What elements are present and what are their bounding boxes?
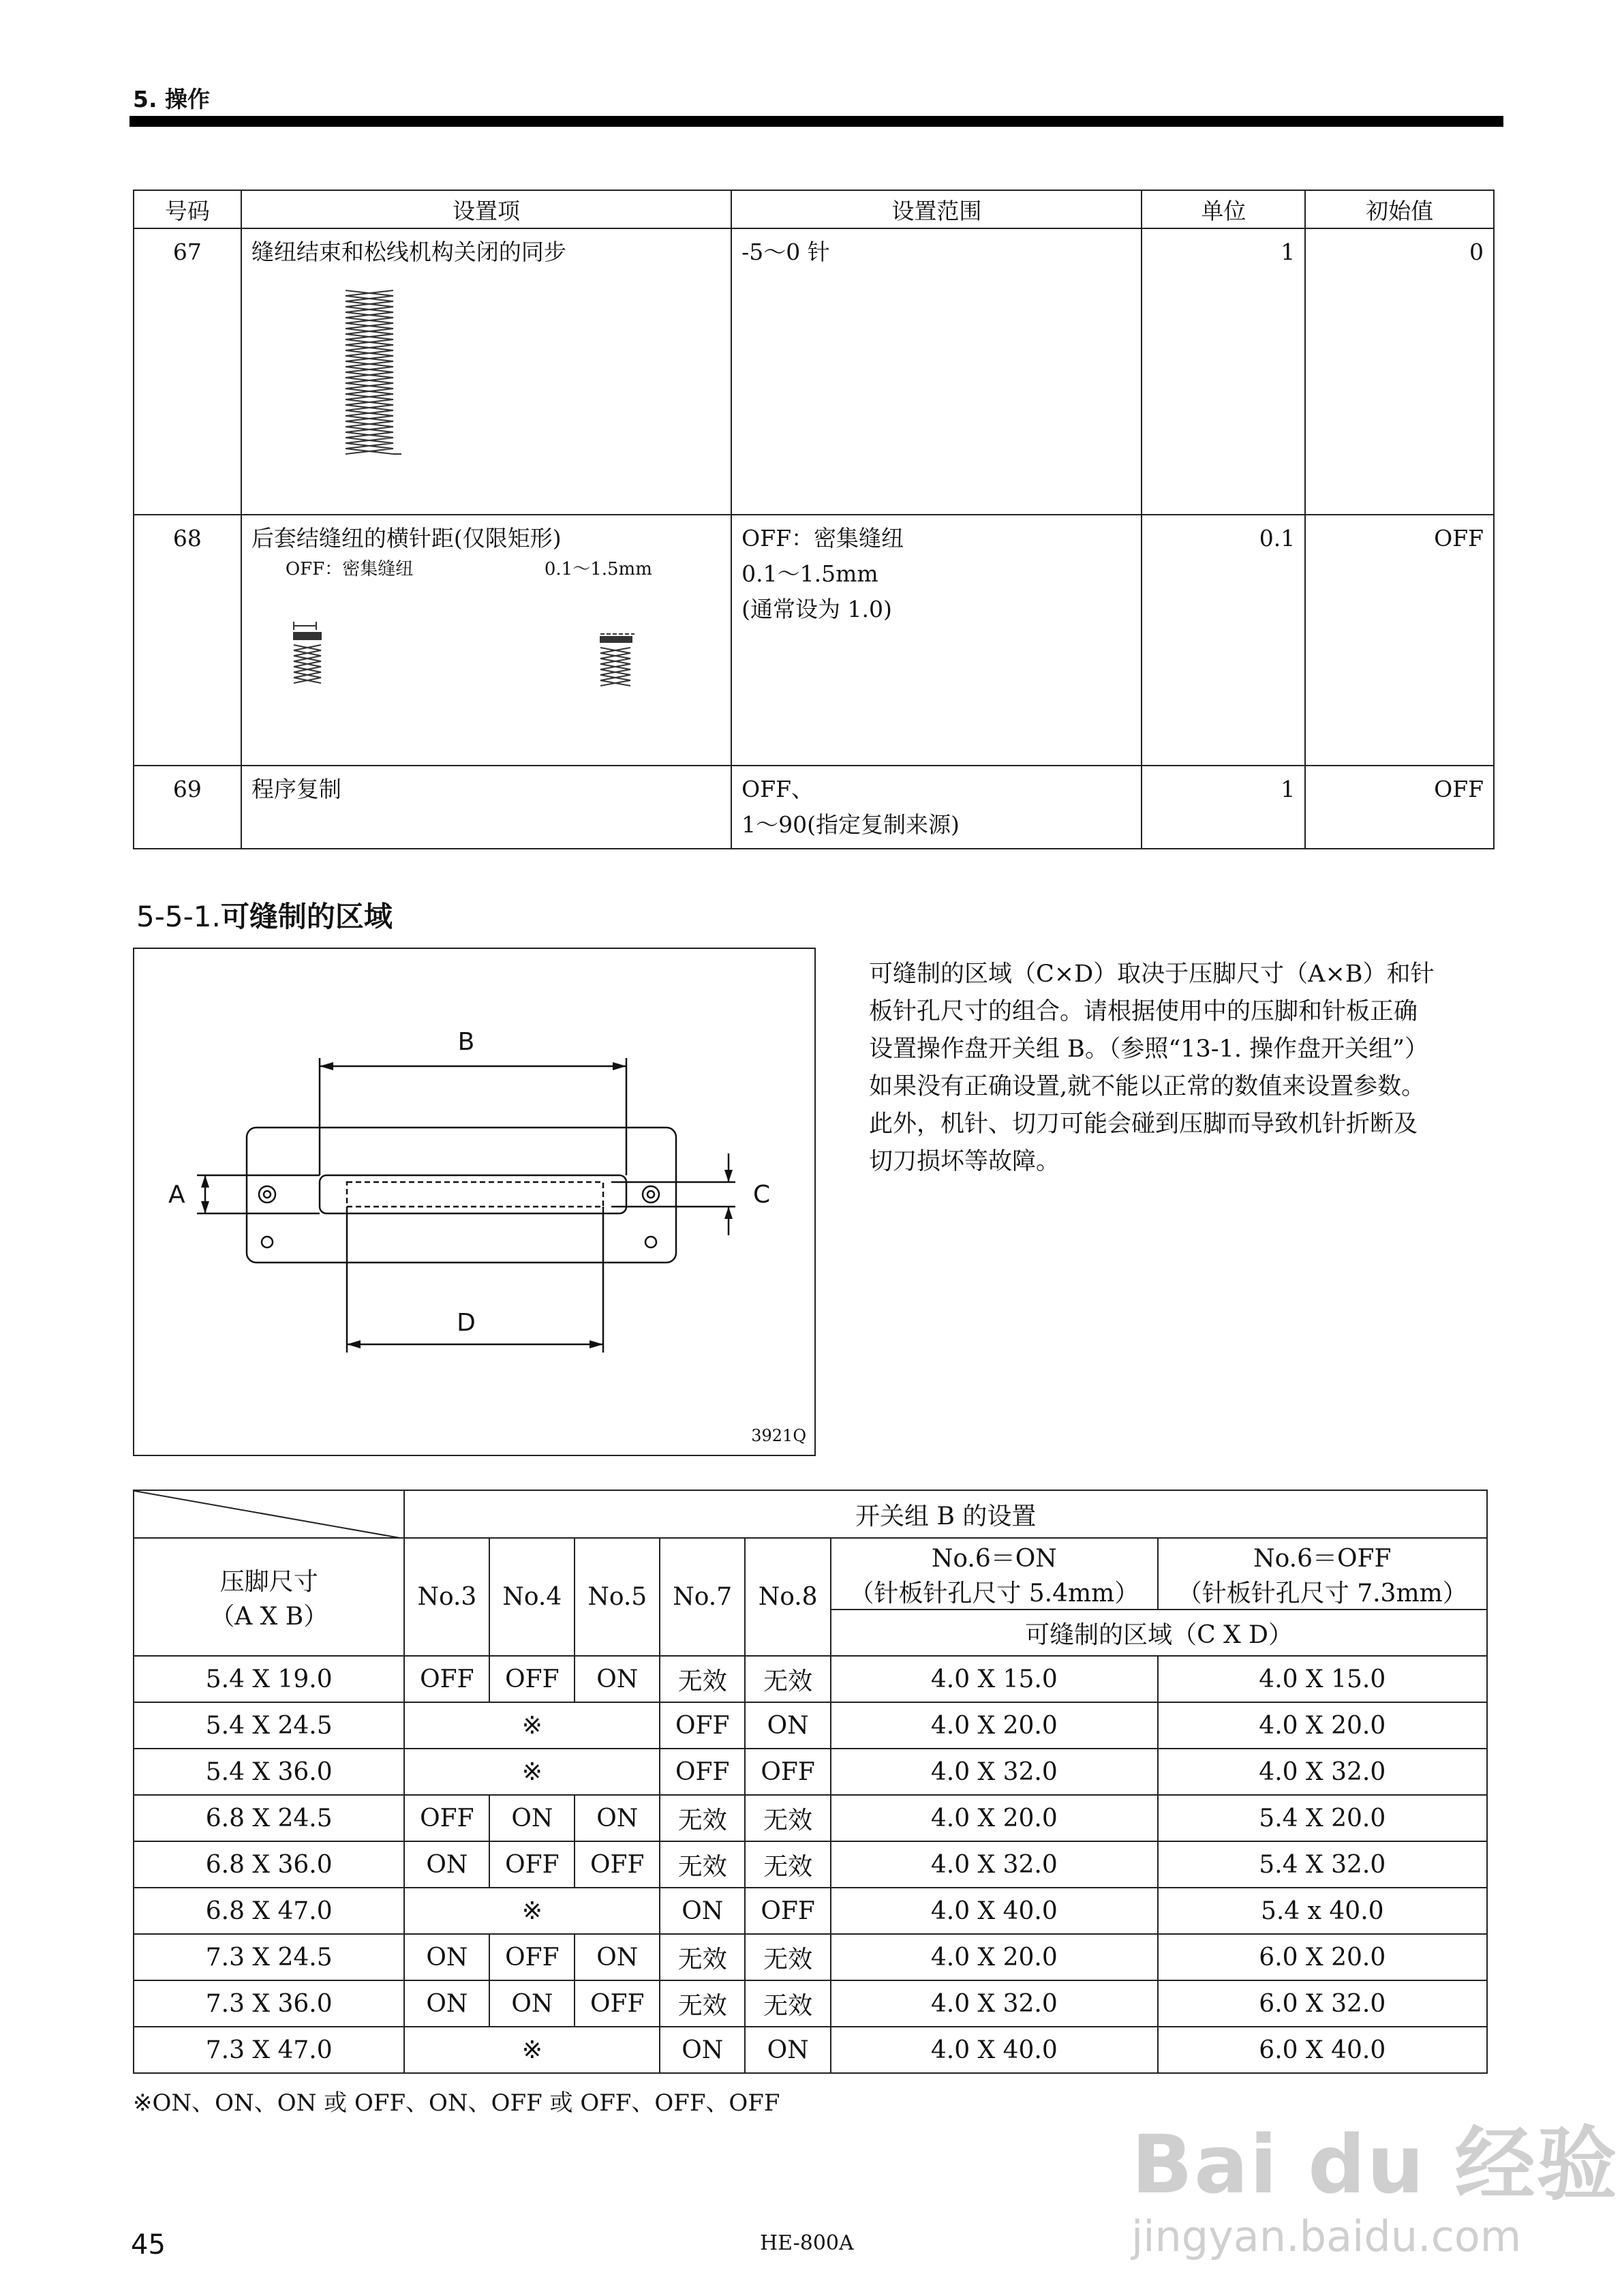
col-header-item: 设置项 [241, 190, 731, 228]
switch-value: ON [404, 1934, 489, 1980]
switch-header: No.5 [575, 1538, 660, 1656]
combination-mark: ※ [404, 1749, 660, 1795]
switch-value: OFF [660, 1702, 745, 1749]
switch-value: 无效 [745, 1980, 831, 2027]
switch-value: ON [575, 1795, 660, 1841]
table-row [134, 1934, 1487, 1980]
section-number: 5-5-1. [136, 900, 221, 933]
no6-off-line: （针板针孔尺寸 7.3mm） [1177, 1579, 1467, 1607]
area-off: 4.0 X 20.0 [1158, 1702, 1487, 1749]
col-header-number: 号码 [134, 190, 241, 228]
switch-value: OFF [745, 1749, 831, 1795]
bartack-pitch-diagram [251, 556, 721, 713]
row-item [241, 515, 731, 766]
row-range [731, 228, 1142, 515]
area-on: 4.0 X 15.0 [831, 1656, 1157, 1702]
section-title [136, 894, 393, 935]
combination-mark: ※ [404, 1702, 660, 1749]
table-row [134, 1749, 1487, 1795]
switch-value: ON [575, 1656, 660, 1702]
area-off: 6.0 X 40.0 [1158, 2027, 1487, 2073]
switch-value: 无效 [660, 1841, 745, 1888]
presser-foot-diagram [134, 949, 814, 1455]
row-unit: 1 [1142, 228, 1305, 515]
range-line: OFF：密集缝纽 [741, 525, 904, 552]
setting-name: 后套结缝纽的横针距(仅限矩形) [251, 525, 562, 552]
presser-size: 5.4 X 36.0 [134, 1749, 404, 1795]
area-off: 5.4 X 20.0 [1158, 1795, 1487, 1841]
table-header-row [134, 190, 1494, 228]
area-header: 可缝制的区域（C X D） [831, 1610, 1487, 1656]
row-number: 68 [134, 515, 241, 766]
presser-size: 5.4 X 24.5 [134, 1702, 404, 1749]
switch-value: ON [660, 2027, 745, 2073]
area-on: 4.0 X 40.0 [831, 2027, 1157, 2073]
switch-value: 无效 [745, 1841, 831, 1888]
group-header: 开关组 B 的设置 [404, 1490, 1487, 1538]
switch-value: OFF [404, 1656, 489, 1702]
switch-header: No.4 [489, 1538, 575, 1656]
col-header-unit: 单位 [1142, 190, 1305, 228]
section-header: 5. 操作 [133, 86, 210, 112]
row-range [731, 766, 1142, 849]
switch-value: 无效 [660, 1795, 745, 1841]
range-line: 1～90(指定复制来源) [741, 811, 960, 838]
no6-off-header [1158, 1538, 1487, 1610]
switch-value: 无效 [660, 1656, 745, 1702]
switch-value: ON [745, 2027, 831, 2073]
col-header-default: 初始值 [1305, 190, 1494, 228]
switch-value: 无效 [660, 1980, 745, 2027]
switch-value: OFF [575, 1980, 660, 2027]
area-off: 4.0 X 15.0 [1158, 1656, 1487, 1702]
area-off: 5.4 x 40.0 [1158, 1888, 1487, 1934]
area-on: 4.0 X 20.0 [831, 1795, 1157, 1841]
switch-value: OFF [489, 1656, 575, 1702]
table-row [134, 2027, 1487, 2073]
combination-mark: ※ [404, 2027, 660, 2073]
area-on: 4.0 X 32.0 [831, 1749, 1157, 1795]
switch-value: 无效 [745, 1795, 831, 1841]
area-off: 5.4 X 32.0 [1158, 1841, 1487, 1888]
switch-value: ON [660, 1888, 745, 1934]
stitch-icons [251, 590, 729, 713]
table-row [134, 1795, 1487, 1841]
presser-size: 7.3 X 24.5 [134, 1934, 404, 1980]
description-line: 板针孔尺寸的组合。请根据使用中的压脚和针板正确 [869, 998, 1418, 1025]
description-line: 设置操作盘开关组 B。（参照“13-1. 操作盘开关组”） [869, 1036, 1429, 1063]
table-row [134, 766, 1494, 849]
switch-value: ON [489, 1795, 575, 1841]
presser-size: 6.8 X 24.5 [134, 1795, 404, 1841]
dense-label: OFF：密集缝纽 [285, 559, 414, 579]
diagonal-line [134, 1491, 403, 1539]
row-number: 67 [134, 228, 241, 515]
description-line: 此外，机针、切刀可能会碰到压脚而导致机针折断及 [869, 1111, 1418, 1138]
switch-header: No.8 [745, 1538, 831, 1656]
col-header-range: 设置范围 [731, 190, 1142, 228]
row-unit: 0.1 [1142, 515, 1305, 766]
table-header-row [134, 1538, 1487, 1610]
label-d: D [457, 1309, 476, 1337]
header-rule [129, 116, 1503, 127]
zigzag-stitch-diagram [251, 284, 401, 481]
switch-header: No.7 [660, 1538, 745, 1656]
description-paragraph [869, 956, 1510, 1181]
switch-value: OFF [575, 1841, 660, 1888]
range-line: OFF、 [741, 776, 814, 802]
switch-value: OFF [745, 1888, 831, 1934]
presser-size-header [134, 1538, 404, 1656]
switch-header: No.3 [404, 1538, 489, 1656]
presser-size: 6.8 X 47.0 [134, 1888, 404, 1934]
no6-on-line: No.6＝ON [931, 1544, 1057, 1573]
switch-value: OFF [489, 1934, 575, 1980]
presser-size: 6.8 X 36.0 [134, 1841, 404, 1888]
description-line: 如果没有正确设置,就不能以正常的数值来设置参数。 [869, 1073, 1426, 1100]
settings-table [133, 190, 1495, 849]
presser-header-line: （A X B） [210, 1602, 328, 1631]
presser-header-line: 压脚尺寸 [219, 1567, 318, 1596]
model-name: HE-800A [760, 2231, 854, 2255]
switch-value: 无效 [745, 1656, 831, 1702]
watermark-logo: Bai du 经验 [1131, 2117, 1619, 2211]
area-off: 4.0 X 32.0 [1158, 1749, 1487, 1795]
switch-value: OFF [489, 1841, 575, 1888]
label-b: B [457, 1028, 475, 1056]
switch-value: ON [575, 1934, 660, 1980]
label-c: C [753, 1181, 771, 1209]
switch-value: ON [404, 1841, 489, 1888]
table-row [134, 1888, 1487, 1934]
description-line: 切刀损坏等故障。 [869, 1148, 1060, 1175]
baidu-watermark [1131, 2100, 1619, 2261]
switch-value: OFF [660, 1749, 745, 1795]
switch-value: 无效 [745, 1934, 831, 1980]
row-number: 69 [134, 766, 241, 849]
section-title-text: 可缝制的区域 [220, 900, 393, 933]
no6-on-line: （针板针孔尺寸 5.4mm） [849, 1579, 1139, 1607]
range-line: 0.1～1.5mm [741, 560, 878, 587]
table-row [134, 228, 1494, 515]
footnote: ※ON、ON、ON 或 OFF、ON、OFF 或 OFF、OFF、OFF [133, 2089, 780, 2117]
label-a: A [168, 1181, 185, 1209]
table-row [134, 1841, 1487, 1888]
range-line: (通常设为 1.0) [741, 596, 892, 622]
page-number: 45 [131, 2229, 166, 2261]
area-on: 4.0 X 32.0 [831, 1841, 1157, 1888]
presser-size: 5.4 X 19.0 [134, 1656, 404, 1702]
row-default: OFF [1305, 766, 1494, 849]
switch-setting-table [133, 1490, 1488, 2074]
row-default: OFF [1305, 515, 1494, 766]
area-on: 4.0 X 32.0 [831, 1980, 1157, 2027]
switch-value: ON [745, 1702, 831, 1749]
area-off: 6.0 X 32.0 [1158, 1980, 1487, 2027]
sewing-area-figure [133, 948, 816, 1456]
diagonal-header-cell [134, 1490, 404, 1538]
range-line: -5～0 针 [741, 239, 830, 265]
row-default: 0 [1305, 228, 1494, 515]
row-item [241, 228, 731, 515]
setting-name: 缝纽结束和松线机构关闭的同步 [251, 239, 566, 265]
pitch-label: 0.1～1.5mm [544, 559, 652, 579]
table-row [134, 1980, 1487, 2027]
no6-on-header [831, 1538, 1157, 1610]
combination-mark: ※ [404, 1888, 660, 1934]
row-unit: 1 [1142, 766, 1305, 849]
switch-value: ON [404, 1980, 489, 2027]
area-on: 4.0 X 20.0 [831, 1702, 1157, 1749]
switch-value: 无效 [660, 1934, 745, 1980]
figure-code: 3921Q [751, 1426, 806, 1445]
table-row [134, 1702, 1487, 1749]
description-line: 可缝制的区域（C×D）取决于压脚尺寸（A×B）和针 [869, 961, 1435, 988]
area-off: 6.0 X 20.0 [1158, 1934, 1487, 1980]
row-range [731, 515, 1142, 766]
presser-size: 7.3 X 47.0 [134, 2027, 404, 2073]
row-item: 程序复制 [241, 766, 731, 849]
presser-size: 7.3 X 36.0 [134, 1980, 404, 2027]
watermark-url: jingyan.baidu.com [1131, 2211, 1522, 2261]
switch-value: OFF [404, 1795, 489, 1841]
area-on: 4.0 X 40.0 [831, 1888, 1157, 1934]
table-header-row [134, 1490, 1487, 1538]
table-row [134, 515, 1494, 766]
area-on: 4.0 X 20.0 [831, 1934, 1157, 1980]
switch-value: ON [489, 1980, 575, 2027]
table-row [134, 1656, 1487, 1702]
no6-off-line: No.6＝OFF [1253, 1544, 1392, 1573]
